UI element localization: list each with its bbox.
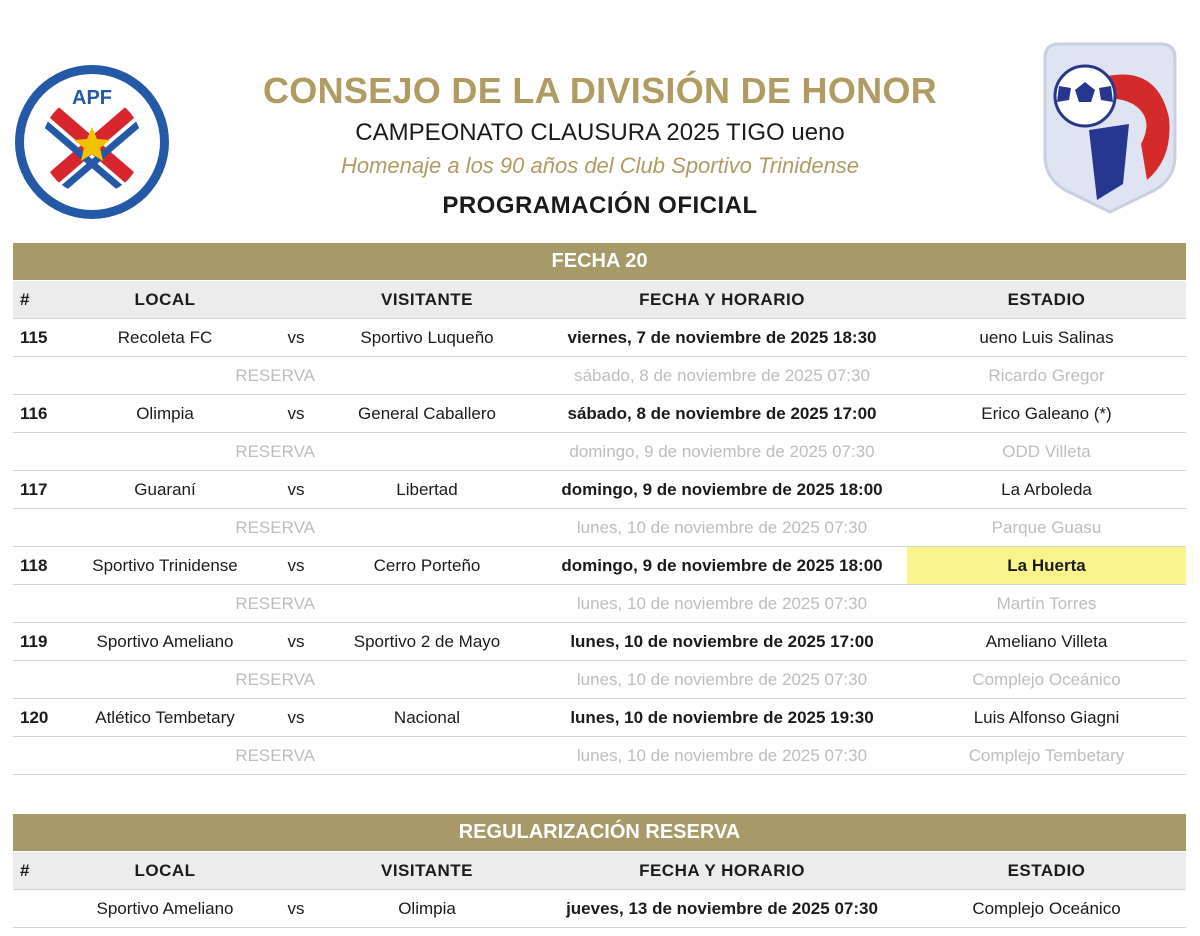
match-row xyxy=(13,699,1186,737)
match-stadium: ueno Luis Salinas xyxy=(979,327,1114,347)
reserve-stadium: Complejo Tembetary xyxy=(968,745,1125,765)
reserve-row xyxy=(13,737,1186,775)
match-row xyxy=(13,319,1186,357)
program-heading: PROGRAMACIÓN OFICIAL xyxy=(442,192,758,219)
reserve-row xyxy=(13,509,1186,547)
reserve-label: RESERVA xyxy=(235,441,315,461)
reserve-row xyxy=(13,585,1186,623)
local-team: Recoleta FC xyxy=(117,327,213,347)
col-visitor: VISITANTE xyxy=(380,860,474,880)
local-team: Atlético Tembetary xyxy=(95,707,235,727)
visitor-team: General Caballero xyxy=(358,403,496,423)
reserve-date: domingo, 9 de noviembre de 2025 07:30 xyxy=(569,441,875,461)
regularizacion-band xyxy=(13,814,1186,851)
championship-subtitle: CAMPEONATO CLAUSURA 2025 TIGO ueno xyxy=(355,119,845,146)
reserve-row xyxy=(13,357,1186,395)
match-row xyxy=(13,623,1186,661)
visitor-team: Cerro Porteño xyxy=(373,555,481,575)
match-number: 118 xyxy=(20,555,48,575)
fecha-band xyxy=(13,243,1186,280)
visitor-team: Olimpia xyxy=(398,898,456,918)
match-number: 120 xyxy=(20,707,49,727)
visitor-team: Sportivo Luqueño xyxy=(360,327,494,347)
apf-paraguay-text: PARAGUAY xyxy=(61,187,123,199)
local-team: Sportivo Trinidense xyxy=(92,555,238,575)
reserve-label: RESERVA xyxy=(235,669,315,689)
regularizacion-match-row xyxy=(13,890,1186,928)
match-date: jueves, 13 de noviembre de 2025 07:30 xyxy=(566,898,878,918)
match-date: viernes, 7 de noviembre de 2025 18:30 xyxy=(567,327,877,347)
match-stadium: Erico Galeano (*) xyxy=(981,403,1112,423)
visitor-team: Libertad xyxy=(396,479,458,499)
vs-label: vs xyxy=(287,403,305,423)
fecha-title: FECHA 20 xyxy=(551,250,648,272)
apf-logo xyxy=(13,63,171,221)
match-stadium: La Arboleda xyxy=(1001,479,1092,499)
reserve-date: lunes, 10 de noviembre de 2025 07:30 xyxy=(576,593,868,613)
local-team: Guaraní xyxy=(134,479,196,499)
reserve-stadium: Ricardo Gregor xyxy=(988,365,1105,385)
col-visitor: VISITANTE xyxy=(380,289,474,309)
match-number: 116 xyxy=(20,403,48,423)
reserve-date: sábado, 8 de noviembre de 2025 07:30 xyxy=(574,365,870,385)
reserve-stadium: Parque Guasu xyxy=(991,517,1102,537)
match-stadium: Complejo Oceánico xyxy=(972,898,1121,918)
match-number: 119 xyxy=(20,631,48,651)
regularizacion-title: REGULARIZACIÓN RESERVA xyxy=(458,821,741,843)
regularizacion-column-header xyxy=(13,852,1186,890)
local-team: Olimpia xyxy=(136,403,194,423)
match-row xyxy=(13,547,1186,585)
reserve-stadium: Martín Torres xyxy=(996,593,1097,613)
match-date: domingo, 9 de noviembre de 2025 18:00 xyxy=(561,555,883,575)
tribute-line: Homenaje a los 90 años del Club Sportivo Trinidense xyxy=(340,153,860,178)
reserve-stadium: ODD Villeta xyxy=(1002,441,1091,461)
col-local: LOCAL xyxy=(134,860,196,880)
vs-label: vs xyxy=(287,898,305,918)
match-row xyxy=(13,471,1186,509)
reserve-date: lunes, 10 de noviembre de 2025 07:30 xyxy=(576,669,868,689)
reserve-date: lunes, 10 de noviembre de 2025 07:30 xyxy=(576,745,868,765)
local-team: Sportivo Ameliano xyxy=(96,898,234,918)
reserve-date: lunes, 10 de noviembre de 2025 07:30 xyxy=(576,517,868,537)
match-stadium: Luis Alfonso Giagni xyxy=(973,707,1120,727)
match-date: lunes, 10 de noviembre de 2025 19:30 xyxy=(570,707,874,727)
match-row xyxy=(13,395,1186,433)
col-stadium: ESTADIO xyxy=(1007,860,1086,880)
reserve-row xyxy=(13,433,1186,471)
vs-label: vs xyxy=(287,707,305,727)
reserve-label: RESERVA xyxy=(235,593,315,613)
reserve-stadium: Complejo Oceánico xyxy=(972,669,1121,689)
match-date: domingo, 9 de noviembre de 2025 18:00 xyxy=(561,479,883,499)
league-logo xyxy=(1037,38,1183,214)
vs-label: vs xyxy=(287,631,305,651)
col-local: LOCAL xyxy=(134,289,196,309)
reserve-row xyxy=(13,661,1186,699)
apf-logo-text: APF xyxy=(72,87,112,109)
col-num: # xyxy=(20,860,30,880)
fecha-column-header xyxy=(13,281,1186,319)
col-date: FECHA Y HORARIO xyxy=(639,860,805,880)
reserve-label: RESERVA xyxy=(235,517,315,537)
reserve-label: RESERVA xyxy=(235,745,315,765)
visitor-team: Sportivo 2 de Mayo xyxy=(353,631,501,651)
match-number: 115 xyxy=(20,327,48,347)
col-num: # xyxy=(20,289,30,309)
match-number: 117 xyxy=(20,479,48,499)
reserve-label: RESERVA xyxy=(235,365,315,385)
apf-shield-icon xyxy=(13,63,171,221)
col-date: FECHA Y HORARIO xyxy=(639,289,805,309)
match-date: sábado, 8 de noviembre de 2025 17:00 xyxy=(567,403,877,423)
page-title: CONSEJO DE LA DIVISIÓN DE HONOR xyxy=(262,70,938,111)
vs-label: vs xyxy=(287,555,305,575)
visitor-team: Nacional xyxy=(393,707,461,727)
match-stadium-highlighted: La Huerta xyxy=(907,547,1186,584)
vs-label: vs xyxy=(287,327,305,347)
col-stadium: ESTADIO xyxy=(1007,289,1086,309)
match-stadium: Ameliano Villeta xyxy=(985,631,1108,651)
local-team: Sportivo Ameliano xyxy=(96,631,234,651)
league-shield-icon xyxy=(1037,38,1183,214)
match-date: lunes, 10 de noviembre de 2025 17:00 xyxy=(570,631,874,651)
vs-label: vs xyxy=(287,479,305,499)
